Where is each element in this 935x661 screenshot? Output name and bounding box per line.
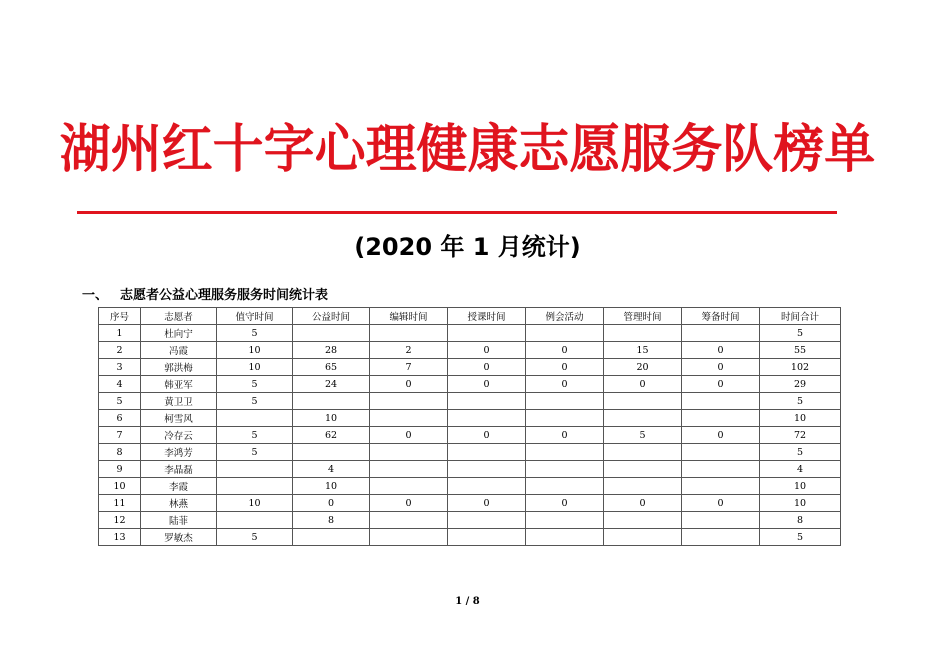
- table-cell: [526, 393, 604, 410]
- table-body: [99, 325, 841, 546]
- table-cell: 0: [682, 359, 760, 376]
- table-cell: 5: [760, 529, 841, 546]
- section-heading: [82, 284, 328, 303]
- table-cell: [604, 325, 682, 342]
- column-header: 值守时间: [217, 308, 293, 325]
- table-cell: 0: [682, 342, 760, 359]
- table-cell: [682, 444, 760, 461]
- table-cell: [682, 478, 760, 495]
- table-cell: 柯雪风: [141, 410, 217, 427]
- table-cell: 0: [370, 376, 448, 393]
- table-cell: 0: [682, 427, 760, 444]
- table-header-row: [99, 308, 841, 325]
- table-cell: 15: [604, 342, 682, 359]
- table-cell: 10: [293, 478, 370, 495]
- table-cell: 6: [99, 410, 141, 427]
- table-cell: [526, 512, 604, 529]
- table-cell: 0: [526, 376, 604, 393]
- table-cell: 李晶磊: [141, 461, 217, 478]
- table-cell: 韩亚军: [141, 376, 217, 393]
- table-cell: [682, 529, 760, 546]
- table-cell: 0: [526, 495, 604, 512]
- table-cell: 冯霞: [141, 342, 217, 359]
- table-cell: [604, 529, 682, 546]
- table-cell: [526, 410, 604, 427]
- table-row: [99, 444, 841, 461]
- table-cell: 0: [526, 427, 604, 444]
- table-cell: 2: [370, 342, 448, 359]
- table-cell: 林燕: [141, 495, 217, 512]
- table-row: [99, 325, 841, 342]
- table-cell: [526, 478, 604, 495]
- column-header: 时间合计: [760, 308, 841, 325]
- table-row: [99, 461, 841, 478]
- column-header: 志愿者: [141, 308, 217, 325]
- table-row: [99, 427, 841, 444]
- table-cell: 2: [99, 342, 141, 359]
- table-cell: [217, 410, 293, 427]
- table-cell: 罗敏杰: [141, 529, 217, 546]
- table-cell: [370, 410, 448, 427]
- table-cell: 0: [448, 359, 526, 376]
- table-cell: 10: [760, 410, 841, 427]
- table-cell: 4: [760, 461, 841, 478]
- table-cell: [682, 461, 760, 478]
- table-cell: 4: [293, 461, 370, 478]
- table-cell: [293, 529, 370, 546]
- table-cell: [526, 444, 604, 461]
- table-cell: 郭洪梅: [141, 359, 217, 376]
- table-cell: 29: [760, 376, 841, 393]
- page-title: 湖州红十字心理健康志愿服务队榜单: [59, 120, 876, 180]
- table-row: [99, 393, 841, 410]
- title-divider: [77, 211, 837, 214]
- table-cell: 0: [448, 427, 526, 444]
- table-cell: 24: [293, 376, 370, 393]
- table-cell: 5: [760, 325, 841, 342]
- table-cell: 杜向宁: [141, 325, 217, 342]
- table-cell: 62: [293, 427, 370, 444]
- table-cell: 0: [604, 376, 682, 393]
- table-cell: 0: [682, 376, 760, 393]
- table-cell: 5: [217, 325, 293, 342]
- table-cell: [604, 393, 682, 410]
- table-cell: [526, 461, 604, 478]
- table-cell: 4: [99, 376, 141, 393]
- table-cell: 10: [217, 342, 293, 359]
- table-cell: 5: [217, 376, 293, 393]
- table-cell: 陆菲: [141, 512, 217, 529]
- table-cell: 0: [370, 495, 448, 512]
- table-cell: 0: [526, 342, 604, 359]
- table-cell: 5: [217, 444, 293, 461]
- table-cell: 8: [760, 512, 841, 529]
- table-cell: [217, 461, 293, 478]
- table-cell: [604, 444, 682, 461]
- table-cell: [370, 512, 448, 529]
- table-cell: [604, 478, 682, 495]
- table-cell: 1: [99, 325, 141, 342]
- column-header: 授课时间: [448, 308, 526, 325]
- table-cell: 5: [99, 393, 141, 410]
- column-header: 例会活动: [526, 308, 604, 325]
- table-cell: [370, 529, 448, 546]
- table-cell: [370, 478, 448, 495]
- table-row: [99, 478, 841, 495]
- table-cell: [293, 325, 370, 342]
- table-cell: [370, 444, 448, 461]
- table-cell: [448, 444, 526, 461]
- table-cell: 5: [604, 427, 682, 444]
- table-cell: [682, 393, 760, 410]
- table-cell: 8: [99, 444, 141, 461]
- table-cell: 20: [604, 359, 682, 376]
- table-cell: [448, 410, 526, 427]
- volunteer-hours-table: [98, 307, 841, 546]
- table-cell: [217, 512, 293, 529]
- table-cell: 28: [293, 342, 370, 359]
- table-cell: [448, 478, 526, 495]
- table-cell: 10: [293, 410, 370, 427]
- table-cell: 0: [448, 376, 526, 393]
- table-cell: [370, 461, 448, 478]
- table-cell: 10: [760, 478, 841, 495]
- page-subtitle: (2020 年 1 月统计): [354, 233, 581, 261]
- table-cell: [682, 410, 760, 427]
- table-cell: 5: [760, 393, 841, 410]
- table-cell: 0: [682, 495, 760, 512]
- table-cell: [682, 325, 760, 342]
- table-cell: [448, 325, 526, 342]
- section-number: 一、: [82, 288, 109, 303]
- table-cell: 12: [99, 512, 141, 529]
- table-row: [99, 376, 841, 393]
- table-row: [99, 410, 841, 427]
- table-cell: [682, 512, 760, 529]
- table-cell: 5: [760, 444, 841, 461]
- column-header: 公益时间: [293, 308, 370, 325]
- table-cell: [370, 325, 448, 342]
- table-row: [99, 495, 841, 512]
- table-cell: 7: [370, 359, 448, 376]
- table-cell: [448, 393, 526, 410]
- table-cell: 102: [760, 359, 841, 376]
- table-row: [99, 342, 841, 359]
- table-cell: 0: [526, 359, 604, 376]
- table-cell: 0: [448, 495, 526, 512]
- column-header: 筹备时间: [682, 308, 760, 325]
- page-number: 1 / 8: [455, 596, 480, 607]
- table-cell: 5: [217, 393, 293, 410]
- table-cell: 10: [760, 495, 841, 512]
- table-cell: [293, 393, 370, 410]
- table-row: [99, 512, 841, 529]
- table-cell: 李鸿芳: [141, 444, 217, 461]
- table-cell: 0: [448, 342, 526, 359]
- table-cell: 0: [604, 495, 682, 512]
- table-cell: 13: [99, 529, 141, 546]
- table-cell: [293, 444, 370, 461]
- table-cell: 0: [293, 495, 370, 512]
- table-cell: 7: [99, 427, 141, 444]
- table-cell: 10: [217, 495, 293, 512]
- table-cell: 0: [370, 427, 448, 444]
- table-row: [99, 529, 841, 546]
- table-cell: [217, 478, 293, 495]
- table-cell: 冷存云: [141, 427, 217, 444]
- table-cell: [526, 325, 604, 342]
- table-cell: [604, 461, 682, 478]
- table-cell: [604, 410, 682, 427]
- table-cell: [370, 393, 448, 410]
- table-cell: 10: [217, 359, 293, 376]
- table-cell: [448, 529, 526, 546]
- table-cell: 72: [760, 427, 841, 444]
- table-cell: 55: [760, 342, 841, 359]
- table-cell: [448, 461, 526, 478]
- column-header: 管理时间: [604, 308, 682, 325]
- table-cell: [526, 529, 604, 546]
- table-cell: 8: [293, 512, 370, 529]
- column-header: 编辑时间: [370, 308, 448, 325]
- table-cell: 65: [293, 359, 370, 376]
- table-cell: 10: [99, 478, 141, 495]
- table-row: [99, 359, 841, 376]
- section-heading-text: 志愿者公益心理服务服务时间统计表: [120, 288, 329, 303]
- table-cell: 5: [217, 427, 293, 444]
- table-cell: 9: [99, 461, 141, 478]
- table-cell: [604, 512, 682, 529]
- table-cell: 5: [217, 529, 293, 546]
- table-cell: 李霞: [141, 478, 217, 495]
- table-cell: 11: [99, 495, 141, 512]
- table-cell: 3: [99, 359, 141, 376]
- table-cell: 黄卫卫: [141, 393, 217, 410]
- table-cell: [448, 512, 526, 529]
- column-header: 序号: [99, 308, 141, 325]
